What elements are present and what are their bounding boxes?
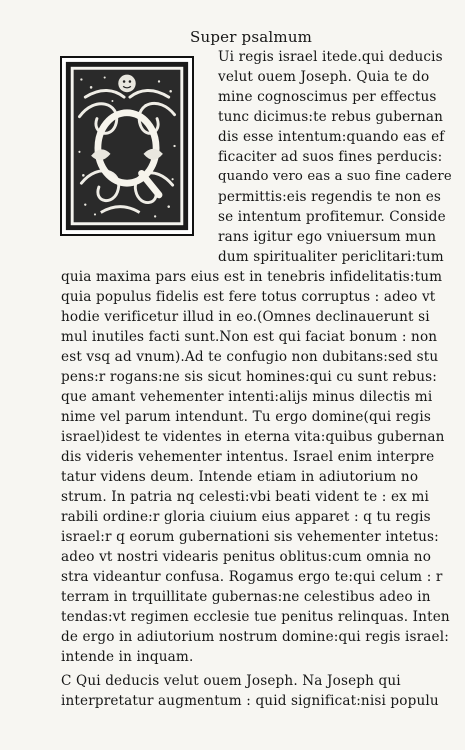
text-line: que amant vehementer intenti:alijs minus dilectis mi — [61, 389, 433, 405]
text-line: se intentum profitemur. Conside — [218, 209, 446, 225]
text-line: rans igitur ego vniuersum mun — [218, 229, 437, 245]
text-line: strum. In patria nq celesti:vbi beati vident te : ex mi — [61, 489, 429, 505]
text-line: quando vero eas a suo fine cadere — [218, 169, 452, 184]
text-line: stra videantur confusa. Rogamus ergo te:qui celum : r — [61, 569, 443, 585]
text-line: tunc dicimus:te rebus gubernan — [218, 109, 444, 125]
text-line: C Qui deducis velut ouem Joseph. Na Joseph qui — [61, 673, 401, 689]
text-line: tendas:vt regimen ecclesie tue penitus relinquas. Inten — [61, 609, 450, 625]
text-line: tatur videns deum. Intende etiam in adiutorium no — [61, 469, 419, 485]
woodcut-ornament — [62, 58, 192, 234]
text-line: est vsq ad vnum).Ad te confugio non dubitans:sed stu — [61, 349, 439, 365]
decorated-initial-woodcut — [60, 56, 194, 236]
text-line: rabili ordine:r gloria ciuium eius apparet : q tu regis — [61, 509, 431, 525]
text-line: interpretatur augmentum : quid significat:nisi populu — [61, 693, 439, 709]
text-line: mine cognoscimus per effectus — [218, 89, 437, 105]
text-line: de ergo in adiutorium nostrum domine:qui regis israel: — [61, 629, 449, 645]
text-line: intende in inquam. — [61, 649, 194, 665]
text-line: Ui regis israel itede.qui deducis — [218, 49, 443, 65]
text-line: dis videris vehementer intentus. Israel enim interpre — [61, 449, 435, 465]
text-line: dis esse intentum:quando eas ef — [218, 129, 445, 145]
text-line: israel)idest te videntes in eterna vita:quibus gubernan — [61, 429, 445, 445]
text-line: pens:r rogans:ne sis sicut homines:qui cu sunt rebus: — [61, 369, 438, 385]
text-line: velut ouem Joseph. Quia te do — [218, 69, 430, 85]
text-line: israel:r q eorum gubernationi sis vehementer intetus: — [61, 529, 439, 545]
text-line: terram in trquillitate gubernas:ne celestibus adeo in — [61, 589, 431, 605]
text-line: mul inutiles facti sunt.Non est qui faciat bonum : non — [61, 329, 438, 345]
text-line: quia populus fidelis est fere totus corruptus : adeo vt — [61, 289, 436, 305]
text-line: adeo vt nostri videaris penitus oblitus:cum omnia no — [61, 549, 432, 565]
text-line: ficaciter ad suos fines perducis: — [218, 149, 443, 165]
text-line: dum spiritualiter periclitari:tum — [218, 249, 444, 265]
text-line: nime vel parum intendunt. Tu ergo domine(qui regis — [61, 409, 432, 425]
text-line: permittis:eis regendis te non es — [218, 189, 442, 205]
running-head: Super psalmum — [190, 28, 313, 46]
text-line: hodie verificetur illud in eo.(Omnes declinauerunt si — [61, 309, 430, 325]
text-line: quia maxima pars eius est in tenebris infidelitatis:tum — [61, 269, 443, 285]
